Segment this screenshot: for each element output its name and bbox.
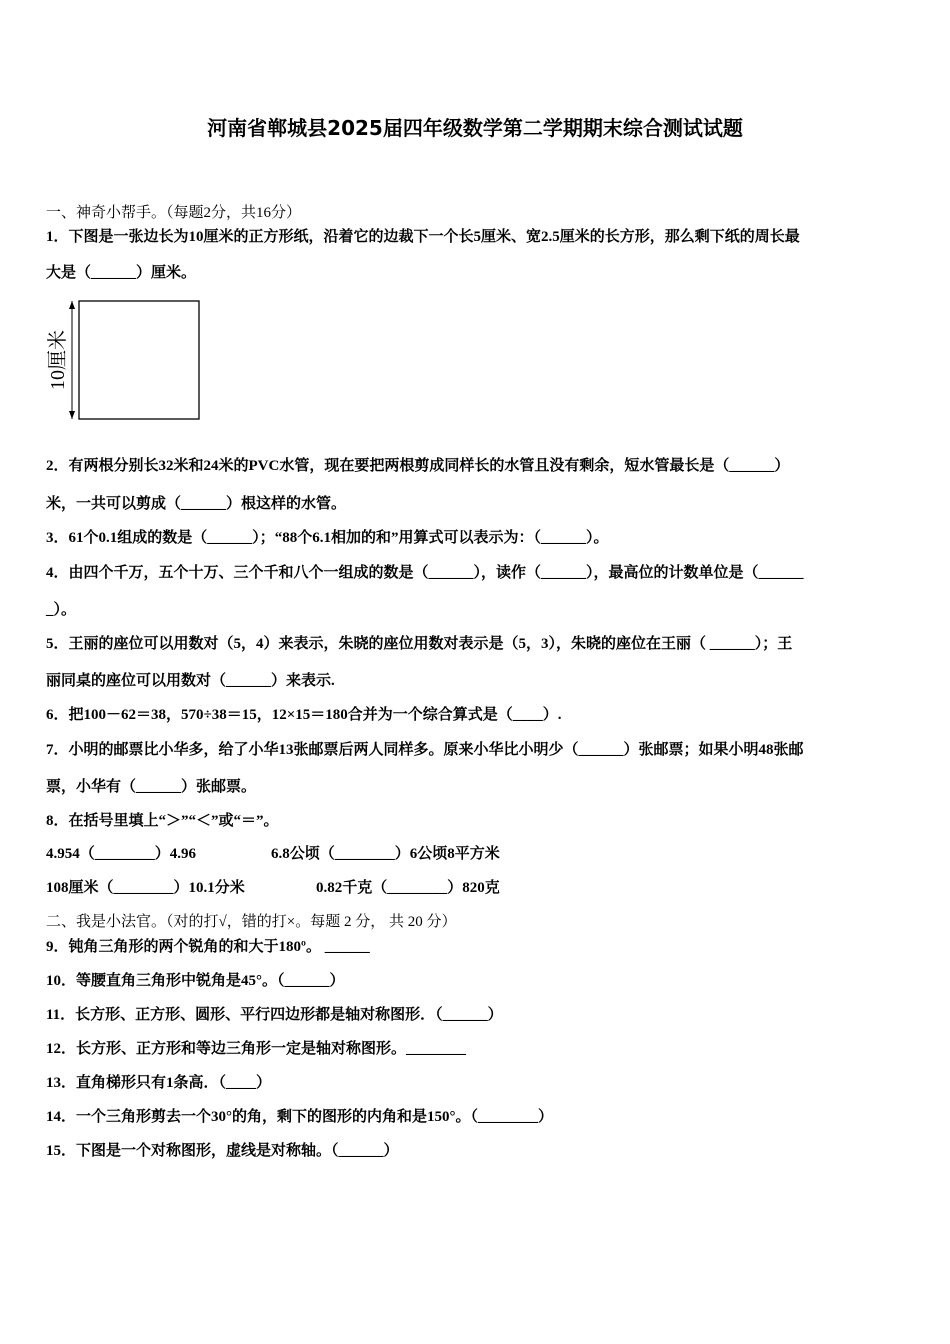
q8-prompt: 8．在括号里填上“＞”“＜”或“＝”。 xyxy=(46,813,279,829)
figure-dimension-label: 10厘米 xyxy=(47,330,69,390)
square-shape xyxy=(79,301,199,419)
q3: 3．61个0.1组成的数是（______）；“88个6.1相加的和”用算式可以表示为：（______）。 xyxy=(46,530,609,546)
q5-line1: 5．王丽的座位可以用数对（5，4）来表示，朱晓的座位用数对表示是（5，3），朱晓的座位在王丽（ ______）；王 xyxy=(46,636,793,652)
q15: 15．下图是一个对称图形，虚线是对称轴。（______） xyxy=(46,1143,399,1159)
q8-row1-item2: 6.8公顷（________）6公顷8平方米 xyxy=(271,846,500,862)
q4-line1: 4．由四个千万，五个十万、三个千和八个一组成的数是（______），读作（______），最高位的计数单位是（______ xyxy=(46,565,804,581)
q10: 10．等腰直角三角形中锐角是45°。（______） xyxy=(46,973,345,989)
q2-line1: 2．有两根分别长32米和24米的PVC水管，现在要把两根剪成同样长的水管且没有剩余，短水管最长是（______） xyxy=(46,458,790,474)
q4-line2: _）。 xyxy=(46,602,77,618)
q2-line2: 米，一共可以剪成（______）根这样的水管。 xyxy=(46,496,347,512)
q12: 12．长方形、正方形和等边三角形一定是轴对称图形。________ xyxy=(46,1041,467,1057)
section2-heading: 二、我是小法官。（对的打√，错的打×。每题 2 分， 共 20 分） xyxy=(46,914,457,930)
q9: 9．钝角三角形的两个锐角的和大于180º。 ______ xyxy=(46,939,370,955)
q11: 11．长方形、正方形、圆形、平行四边形都是轴对称图形．（______） xyxy=(46,1007,503,1023)
q8-row2-item1: 108厘米（________）10.1分米 xyxy=(46,880,245,896)
q8-row1-item1: 4.954（________）4.96 xyxy=(46,846,197,862)
q13: 13．直角梯形只有1条高．（____） xyxy=(46,1075,272,1091)
square-figure xyxy=(40,292,210,432)
q7-line2: 票，小华有（______）张邮票。 xyxy=(46,779,257,795)
q5-line2: 丽同桌的座位可以用数对（______）来表示. xyxy=(46,673,335,689)
q8-row2-item2: 0.82千克（________）820克 xyxy=(316,880,500,896)
q1-line1: 1．下图是一张边长为10厘米的正方形纸，沿着它的边裁下一个长5厘米、宽2.5厘米的长方形，那么剩下纸的周长最 xyxy=(46,229,800,245)
page-title: 河南省郸城县2025届四年级数学第二学期期末综合测试试题 xyxy=(207,116,743,140)
q1-line2: 大是（______）厘米。 xyxy=(46,265,197,281)
q14: 14．一个三角形剪去一个30°的角，剩下的图形的内角和是150°。（________） xyxy=(46,1109,553,1125)
arrow-down-icon xyxy=(69,411,75,419)
q7-line1: 7．小明的邮票比小华多，给了小华13张邮票后两人同样多。原来小华比小明少（______）张邮票；如果小明48张邮 xyxy=(46,742,804,758)
arrow-up-icon xyxy=(69,301,75,309)
q6: 6．把100－62＝38，570÷38＝15，12×15＝180合并为一个综合算式是（____）. xyxy=(46,707,562,723)
section1-heading: 一、神奇小帮手。（每题2分，共16分） xyxy=(46,205,302,221)
